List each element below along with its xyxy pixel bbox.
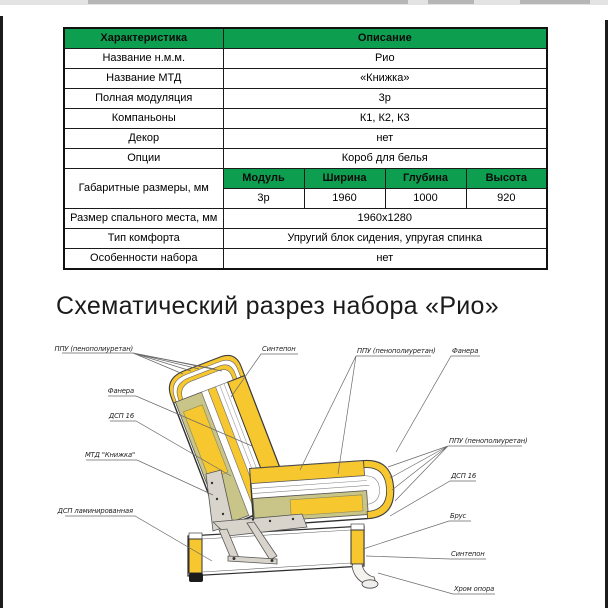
label-sintepon-right: Синтепон bbox=[451, 550, 485, 558]
row-value: Упругий блок сидения, упругая спинка bbox=[223, 229, 547, 249]
label-fanera-left: Фанера bbox=[107, 387, 134, 395]
chrome-foot bbox=[362, 580, 378, 588]
label-fanera-right: Фанера bbox=[452, 347, 479, 355]
dim-header-depth: Глубина bbox=[385, 169, 466, 189]
row-value: Рио bbox=[223, 49, 547, 69]
base-right-post bbox=[351, 530, 364, 564]
row-label: Декор bbox=[64, 129, 223, 149]
row-label: Полная модуляция bbox=[64, 89, 223, 109]
label-mtd-knizhka: МТД "Книжка" bbox=[84, 451, 135, 459]
label-ppu-right: ППУ (пенополиуретан) bbox=[449, 437, 528, 445]
row-label: Тип комфорта bbox=[64, 229, 223, 249]
dim-value-height: 920 bbox=[466, 189, 547, 209]
dim-header-module: Модуль bbox=[223, 169, 304, 189]
row-value: «Книжка» bbox=[223, 69, 547, 89]
base-frame bbox=[188, 524, 378, 588]
label-dsp16-right: ДСП 16 bbox=[451, 472, 477, 480]
dim-header-width: Ширина bbox=[304, 169, 385, 189]
label-ppu-left: ППУ (пенополиуретан) bbox=[54, 345, 133, 353]
row-label: Особенности набора bbox=[64, 249, 223, 270]
label-dsp-laminated: ДСП ламинированная bbox=[57, 507, 133, 515]
label-chrome-support: Хром опора bbox=[454, 585, 495, 593]
row-label: Название н.м.м. bbox=[64, 49, 223, 69]
dim-value-depth: 1000 bbox=[385, 189, 466, 209]
row-label: Габаритные размеры, мм bbox=[64, 169, 223, 209]
left-foot bbox=[189, 573, 203, 582]
col-header-description: Описание bbox=[223, 28, 547, 49]
label-brus: Брус bbox=[450, 512, 467, 520]
row-value: 1960x1280 bbox=[223, 209, 547, 229]
dim-header-height: Высота bbox=[466, 169, 547, 189]
label-dsp16-left: ДСП 16 bbox=[108, 412, 134, 420]
base-left-post bbox=[189, 539, 202, 573]
row-label: Опции bbox=[64, 149, 223, 169]
row-value: Короб для белья bbox=[223, 149, 547, 169]
dim-value-module: 3р bbox=[223, 189, 304, 209]
section-title: Схематический разрез набора «Рио» bbox=[56, 292, 499, 320]
row-label: Название МТД bbox=[64, 69, 223, 89]
col-header-characteristic: Характеристика bbox=[64, 28, 223, 49]
label-sintepon-top: Синтепон bbox=[262, 345, 296, 353]
label-ppu-top: ППУ (пенополиуретан) bbox=[357, 347, 436, 355]
row-label: Размер спального места, мм bbox=[64, 209, 223, 229]
row-value: нет bbox=[223, 129, 547, 149]
row-label: Компаньоны bbox=[64, 109, 223, 129]
dim-value-width: 1960 bbox=[304, 189, 385, 209]
row-value: нет bbox=[223, 249, 547, 270]
row-value: К1, К2, К3 bbox=[223, 109, 547, 129]
row-value: 3р bbox=[223, 89, 547, 109]
